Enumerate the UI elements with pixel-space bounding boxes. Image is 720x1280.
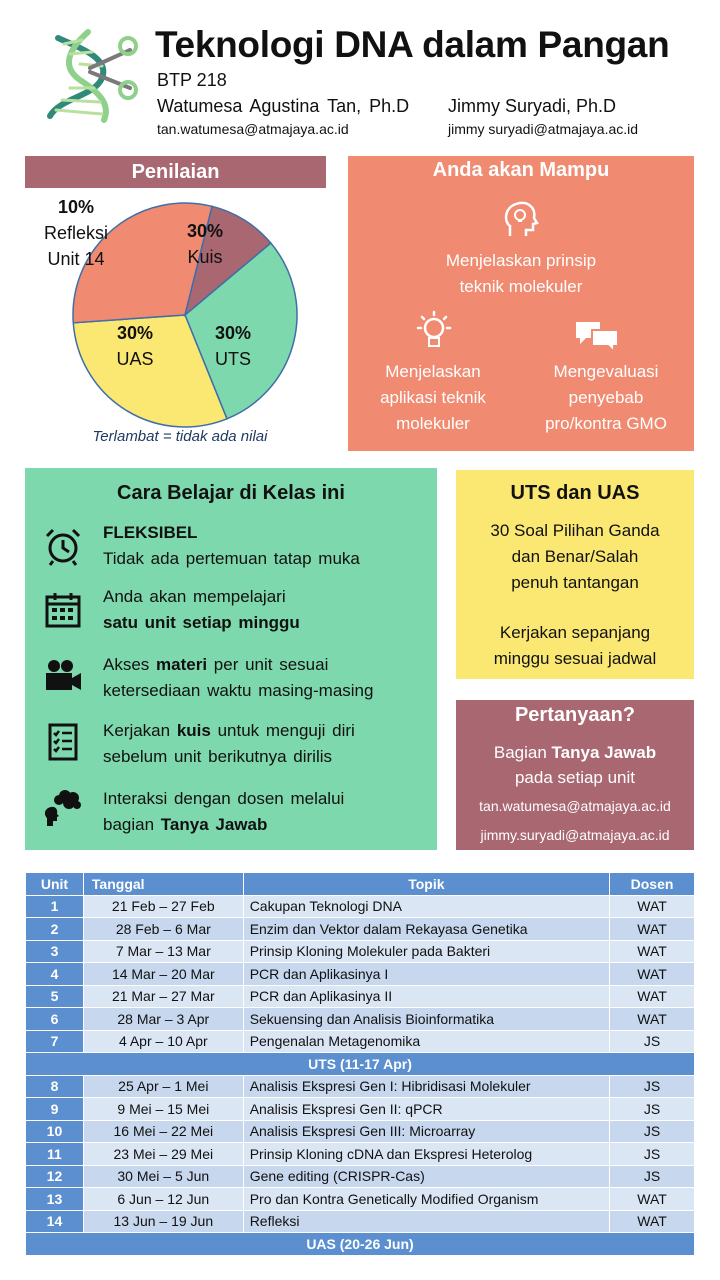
- checklist-icon: [43, 722, 83, 762]
- schedule-unit: 9: [26, 1098, 84, 1121]
- schedule-topic: Sekuensing dan Analisis Bioinformatika: [243, 1008, 609, 1031]
- pie-label-refleksi: 10% Refleksi Unit 14: [43, 197, 109, 269]
- uas-period-row: [26, 1233, 695, 1256]
- method-access-material: Akses materi per unit sesuai ketersediaan waktu masing-masing: [103, 655, 374, 700]
- questions-heading: Pertanyaan?: [514, 704, 636, 726]
- method-weekly-unit: Anda akan mempelajari satu unit setiap minggu: [103, 587, 300, 632]
- schedule-date: 23 Mei – 29 Mei: [83, 1143, 243, 1166]
- learning-method-heading: Cara Belajar di Kelas ini: [117, 482, 345, 504]
- schedule-date: 28 Mar – 3 Apr: [83, 1008, 243, 1031]
- schedule-unit: 3: [26, 940, 84, 963]
- schedule-topic: PCR dan Aplikasinya II: [243, 985, 609, 1008]
- schedule-dosen: WAT: [610, 1008, 695, 1031]
- exam-format: 30 Soal Pilihan Ganda dan Benar/Salah penuh tantangan: [490, 521, 660, 592]
- exam-info-panel: [456, 470, 694, 679]
- questions-panel: [456, 700, 694, 850]
- schedule-dosen: WAT: [610, 963, 695, 986]
- schedule-unit: 5: [26, 985, 84, 1008]
- table-row: [26, 1008, 695, 1031]
- uas-period: UAS (20-26 Jun): [26, 1233, 695, 1256]
- schedule-date: 16 Mei – 22 Mei: [83, 1120, 243, 1143]
- outcome-3: Mengevaluasi penyebab pro/kontra GMO: [545, 362, 667, 433]
- schedule-topic: Analisis Ekspresi Gen III: Microarray: [243, 1120, 609, 1143]
- schedule-date: 21 Mar – 27 Mar: [83, 985, 243, 1008]
- schedule-unit: 10: [26, 1120, 84, 1143]
- schedule-unit: 7: [26, 1030, 84, 1053]
- lecturer-1-email: tan.watumesa@atmajaya.ac.id: [157, 121, 349, 137]
- schedule-topic: Enzim dan Vektor dalam Rekayasa Genetika: [243, 918, 609, 941]
- table-row: [26, 1165, 695, 1188]
- schedule-unit: 6: [26, 1008, 84, 1031]
- method-flexible: FLEKSIBEL Tidak ada pertemuan tatap muka: [103, 523, 360, 568]
- col-unit: Unit: [26, 873, 84, 896]
- schedule-topic: Cakupan Teknologi DNA: [243, 895, 609, 918]
- schedule-topic: Gene editing (CRISPR-Cas): [243, 1165, 609, 1188]
- schedule-topic: Prinsip Kloning Molekuler pada Bakteri: [243, 940, 609, 963]
- exam-schedule-note: Kerjakan sepanjang minggu sesuai jadwal: [493, 623, 657, 668]
- table-row: [26, 985, 695, 1008]
- schedule-dosen: WAT: [610, 1210, 695, 1233]
- schedule-date: 14 Mar – 20 Mar: [83, 963, 243, 986]
- head-lightbulb-icon: [500, 198, 542, 240]
- questions-email-2[interactable]: jimmy.suryadi@atmajaya.ac.id: [480, 827, 670, 843]
- schedule-dosen: WAT: [610, 1188, 695, 1211]
- questions-email-1[interactable]: tan.watumesa@atmajaya.ac.id: [479, 798, 671, 814]
- pie-label-uts: 30% UTS: [214, 323, 252, 369]
- schedule-dosen: JS: [610, 1030, 695, 1053]
- schedule-date: 6 Jun – 12 Jun: [83, 1188, 243, 1211]
- table-row: [26, 1098, 695, 1121]
- course-code: BTP 218: [157, 70, 227, 90]
- table-row: [26, 1188, 695, 1211]
- schedule-dosen: JS: [610, 1143, 695, 1166]
- outcome-1: Menjelaskan prinsip teknik molekuler: [445, 251, 597, 296]
- course-title: Teknologi DNA dalam Pangan: [155, 24, 670, 65]
- col-dosen: Dosen: [610, 873, 695, 896]
- col-tanggal: Tanggal: [83, 873, 243, 896]
- schedule-dosen: WAT: [610, 918, 695, 941]
- schedule-dosen: JS: [610, 1075, 695, 1098]
- schedule-unit: 14: [26, 1210, 84, 1233]
- schedule-date: 28 Feb – 6 Mar: [83, 918, 243, 941]
- schedule-date: 25 Apr – 1 Mei: [83, 1075, 243, 1098]
- schedule-date: 13 Jun – 19 Jun: [83, 1210, 243, 1233]
- uts-period: UTS (11-17 Apr): [26, 1053, 695, 1076]
- schedule-date: 30 Mei – 5 Jun: [83, 1165, 243, 1188]
- table-row: [26, 940, 695, 963]
- schedule-date: 4 Apr – 10 Apr: [83, 1030, 243, 1053]
- outcomes-heading: Anda akan Mampu: [432, 159, 610, 181]
- dna-scissors-logo: [40, 28, 140, 124]
- schedule-dosen: JS: [610, 1165, 695, 1188]
- pie-label-kuis: 30% Kuis: [186, 221, 224, 267]
- schedule-topic: Pengenalan Metagenomika: [243, 1030, 609, 1053]
- schedule-table: [25, 872, 695, 1256]
- table-row: [26, 1210, 695, 1233]
- schedule-unit: 2: [26, 918, 84, 941]
- thinking-head-icon: [43, 788, 83, 828]
- schedule-dosen: WAT: [610, 985, 695, 1008]
- schedule-topic: PCR dan Aplikasinya I: [243, 963, 609, 986]
- uts-period-row: [26, 1053, 695, 1076]
- schedule-unit: 12: [26, 1165, 84, 1188]
- table-row: [26, 963, 695, 986]
- schedule-topic: Refleksi: [243, 1210, 609, 1233]
- schedule-unit: 4: [26, 963, 84, 986]
- penilaian-heading: Penilaian: [25, 156, 326, 188]
- table-row: [26, 1120, 695, 1143]
- schedule-unit: 8: [26, 1075, 84, 1098]
- schedule-topic: Analisis Ekspresi Gen II: qPCR: [243, 1098, 609, 1121]
- lecturer-2-name: Jimmy Suryadi, Ph.D: [448, 96, 617, 116]
- lightbulb-icon: [412, 310, 456, 354]
- lecturer-2-email: jimmy suryadi@atmajaya.ac.id: [448, 121, 639, 137]
- table-row: [26, 1075, 695, 1098]
- method-quiz: Kerjakan kuis untuk menguji diri sebelum unit berikutnya dirilis: [103, 721, 355, 766]
- schedule-dosen: WAT: [610, 895, 695, 918]
- learning-method-panel: [25, 468, 437, 850]
- schedule-header-row: [26, 873, 695, 896]
- table-row: [26, 895, 695, 918]
- calendar-icon: [43, 590, 83, 630]
- outcome-2: Menjelaskan aplikasi teknik molekuler: [380, 362, 486, 433]
- learning-outcomes-panel: [348, 156, 694, 451]
- schedule-topic: Analisis Ekspresi Gen I: Hibridisasi Molekuler: [243, 1075, 609, 1098]
- lecturer-1-name: Watumesa Agustina Tan, Ph.D: [157, 96, 410, 116]
- schedule-dosen: JS: [610, 1098, 695, 1121]
- schedule-dosen: WAT: [610, 940, 695, 963]
- table-row: [26, 1030, 695, 1053]
- table-row: [26, 918, 695, 941]
- questions-text: Bagian Tanya Jawab pada setiap unit: [493, 743, 657, 787]
- schedule-dosen: JS: [610, 1120, 695, 1143]
- schedule-unit: 13: [26, 1188, 84, 1211]
- schedule-topic: Pro dan Kontra Genetically Modified Organism: [243, 1188, 609, 1211]
- exam-heading: UTS dan UAS: [510, 482, 640, 504]
- schedule-date: 21 Feb – 27 Feb: [83, 895, 243, 918]
- chat-bubbles-icon: [574, 318, 620, 354]
- pie-label-uas: 30% UAS: [116, 323, 154, 369]
- col-topik: Topik: [243, 873, 609, 896]
- schedule-topic: Prinsip Kloning cDNA dan Ekspresi Heterolog: [243, 1143, 609, 1166]
- video-camera-icon: [43, 656, 83, 696]
- schedule-unit: 11: [26, 1143, 84, 1166]
- late-policy-note: Terlambat = tidak ada nilai: [92, 428, 268, 445]
- method-interaction: Interaksi dengan dosen melalui bagian Tanya Jawab: [103, 789, 345, 834]
- table-row: [26, 1143, 695, 1166]
- schedule-unit: 1: [26, 895, 84, 918]
- schedule-date: 7 Mar – 13 Mar: [83, 940, 243, 963]
- alarm-clock-icon: [43, 526, 83, 566]
- schedule-date: 9 Mei – 15 Mei: [83, 1098, 243, 1121]
